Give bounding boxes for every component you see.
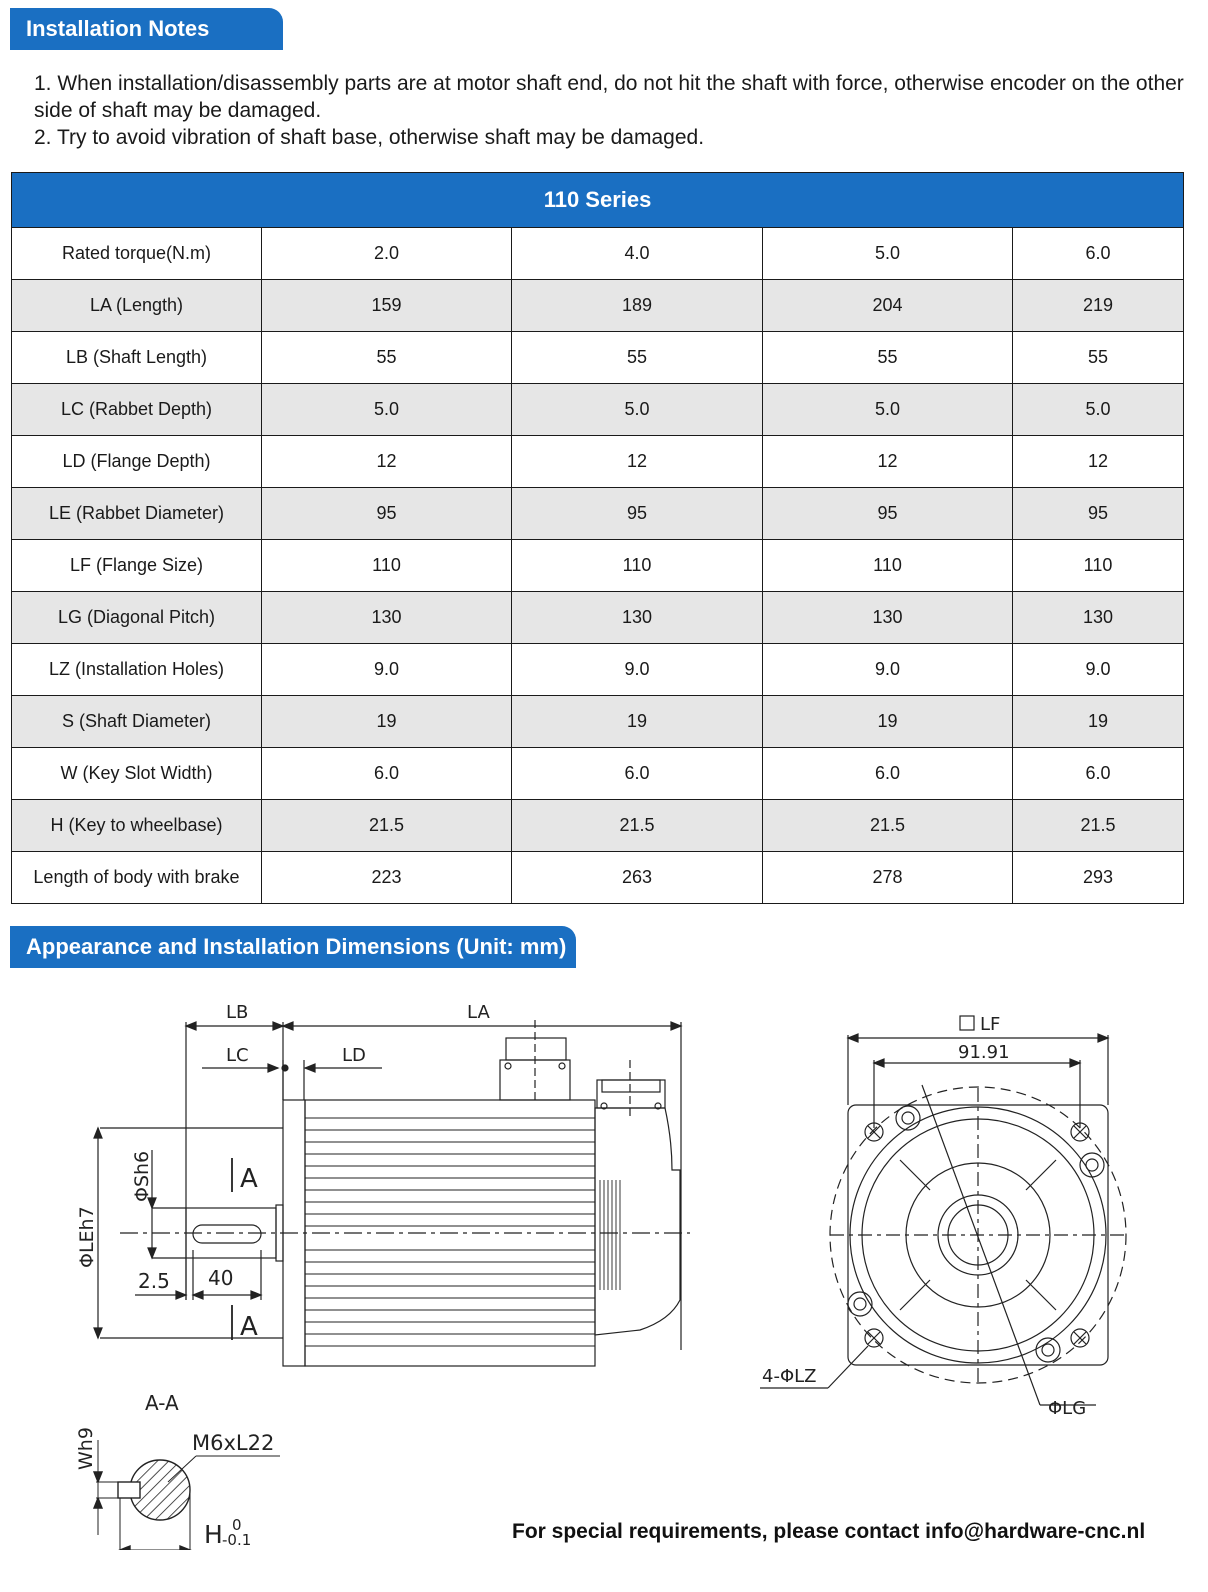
installation-notes — [34, 70, 1184, 151]
row-value: 223 — [262, 852, 512, 904]
row-value: 110 — [512, 540, 763, 592]
table-row — [12, 384, 1184, 436]
row-value: 159 — [262, 280, 512, 332]
table-row — [12, 644, 1184, 696]
row-value: 6.0 — [512, 748, 763, 800]
row-value: 12 — [763, 436, 1013, 488]
row-value: 21.5 — [262, 800, 512, 852]
row-value: 130 — [262, 592, 512, 644]
row-value: 278 — [763, 852, 1013, 904]
row-value: 219 — [1013, 280, 1184, 332]
row-label: LZ (Installation Holes) — [12, 644, 262, 696]
spec-table — [11, 172, 1184, 904]
row-value: 110 — [262, 540, 512, 592]
label-lz: 4-ΦLZ — [762, 1366, 817, 1387]
row-value: 19 — [763, 696, 1013, 748]
row-label: H (Key to wheelbase) — [12, 800, 262, 852]
row-value: 95 — [763, 488, 1013, 540]
label-tol-lower: -0.1 — [222, 1531, 252, 1549]
label-9191: 91.91 — [958, 1042, 1010, 1063]
row-value: 12 — [262, 436, 512, 488]
label-sh6: ΦSh6 — [131, 1150, 153, 1202]
row-label: LF (Flange Size) — [12, 540, 262, 592]
table-row — [12, 748, 1184, 800]
row-value: 2.0 — [262, 228, 512, 280]
row-label: LE (Rabbet Diameter) — [12, 488, 262, 540]
row-value: 9.0 — [262, 644, 512, 696]
row-value: 55 — [262, 332, 512, 384]
side-view — [94, 1020, 690, 1366]
dimension-drawing — [0, 990, 1208, 1550]
table-row — [12, 800, 1184, 852]
row-value: 110 — [1013, 540, 1184, 592]
installation-notes-heading: Installation Notes — [10, 8, 283, 50]
front-view — [760, 1016, 1126, 1405]
row-value: 130 — [1013, 592, 1184, 644]
row-value: 19 — [512, 696, 763, 748]
row-value: 21.5 — [512, 800, 763, 852]
row-value: 12 — [1013, 436, 1184, 488]
row-value: 5.0 — [512, 384, 763, 436]
row-value: 55 — [512, 332, 763, 384]
series-header: 110 Series — [12, 173, 1184, 228]
table-row — [12, 280, 1184, 332]
dimensions-heading: Appearance and Installation Dimensions (Unit: mm) — [10, 926, 576, 968]
row-value: 95 — [262, 488, 512, 540]
row-label: W (Key Slot Width) — [12, 748, 262, 800]
table-row — [12, 592, 1184, 644]
label-tol-upper: 0 — [232, 1516, 242, 1534]
row-value: 19 — [1013, 696, 1184, 748]
row-value: 110 — [763, 540, 1013, 592]
label-leh7: ΦLEh7 — [76, 1206, 98, 1268]
row-value: 189 — [512, 280, 763, 332]
row-label: S (Shaft Diameter) — [12, 696, 262, 748]
row-value: 21.5 — [763, 800, 1013, 852]
row-value: 95 — [1013, 488, 1184, 540]
row-value: 130 — [763, 592, 1013, 644]
table-row — [12, 696, 1184, 748]
row-value: 6.0 — [763, 748, 1013, 800]
row-label: LD (Flange Depth) — [12, 436, 262, 488]
label-ld: LD — [342, 1045, 366, 1066]
label-la: LA — [467, 1002, 490, 1023]
label-lf: LF — [980, 1014, 1001, 1035]
table-header-row — [12, 173, 1184, 228]
row-label: LC (Rabbet Depth) — [12, 384, 262, 436]
table-row — [12, 436, 1184, 488]
label-wh9: Wh9 — [75, 1427, 97, 1470]
row-label: LA (Length) — [12, 280, 262, 332]
row-value: 95 — [512, 488, 763, 540]
row-value: 21.5 — [1013, 800, 1184, 852]
row-value: 19 — [262, 696, 512, 748]
note-1: 1. When installation/disassembly parts are at motor shaft end, do not hit the shaft with force, otherwise encoder on the other side of shaft may be damaged. — [34, 72, 1184, 122]
row-value: 6.0 — [262, 748, 512, 800]
row-value: 9.0 — [763, 644, 1013, 696]
row-label: LB (Shaft Length) — [12, 332, 262, 384]
table-row — [12, 852, 1184, 904]
label-lb: LB — [226, 1002, 249, 1023]
row-value: 130 — [512, 592, 763, 644]
label-h: H — [204, 1520, 223, 1549]
row-label: Length of body with brake — [12, 852, 262, 904]
table-row — [12, 228, 1184, 280]
label-a-bottom: A — [240, 1312, 258, 1342]
label-2-5: 2.5 — [138, 1269, 170, 1293]
label-section: A-A — [145, 1391, 179, 1415]
row-value: 293 — [1013, 852, 1184, 904]
label-lg: ΦLG — [1048, 1398, 1087, 1419]
label-40: 40 — [208, 1266, 234, 1290]
row-value: 9.0 — [512, 644, 763, 696]
row-label: LG (Diagonal Pitch) — [12, 592, 262, 644]
row-label: Rated torque(N.m) — [12, 228, 262, 280]
label-thread: M6xL22 — [192, 1431, 275, 1455]
row-value: 5.0 — [763, 228, 1013, 280]
row-value: 5.0 — [763, 384, 1013, 436]
row-value: 9.0 — [1013, 644, 1184, 696]
table-row — [12, 488, 1184, 540]
row-value: 55 — [1013, 332, 1184, 384]
row-value: 5.0 — [262, 384, 512, 436]
section-a-a — [94, 1440, 280, 1550]
row-value: 5.0 — [1013, 384, 1184, 436]
table-row — [12, 332, 1184, 384]
row-value: 204 — [763, 280, 1013, 332]
note-2: 2. Try to avoid vibration of shaft base, otherwise shaft may be damaged. — [34, 126, 705, 149]
row-value: 263 — [512, 852, 763, 904]
label-lc: LC — [226, 1045, 249, 1066]
row-value: 12 — [512, 436, 763, 488]
row-value: 4.0 — [512, 228, 763, 280]
row-value: 6.0 — [1013, 748, 1184, 800]
label-a-top: A — [240, 1164, 258, 1194]
table-row — [12, 540, 1184, 592]
row-value: 6.0 — [1013, 228, 1184, 280]
footer-contact: For special requirements, please contact info@hardware-cnc.nl — [512, 1520, 1146, 1543]
row-value: 55 — [763, 332, 1013, 384]
